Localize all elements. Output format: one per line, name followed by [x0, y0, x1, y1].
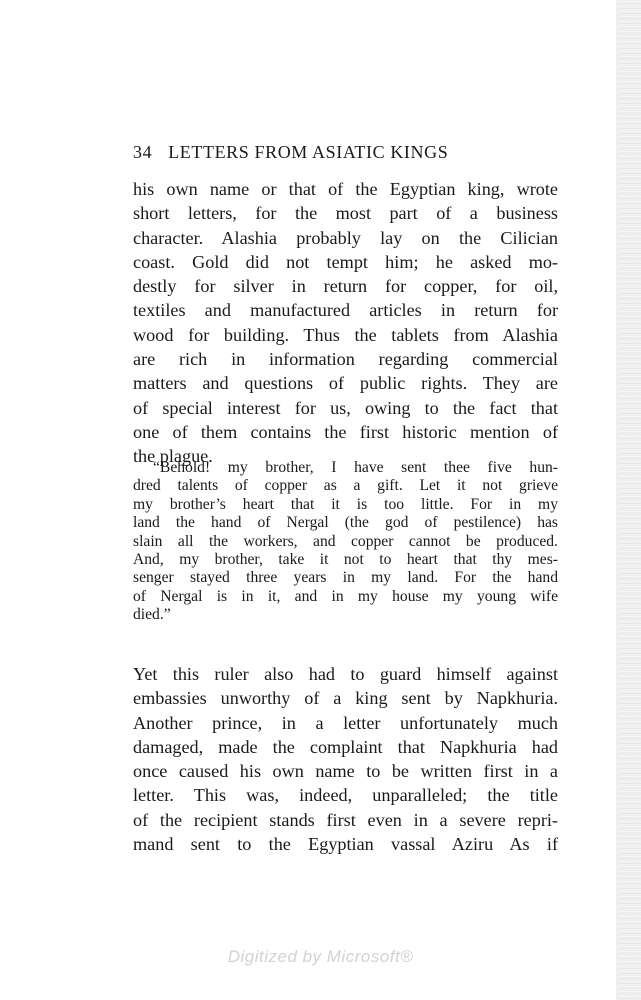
- text-line: destly for silver in return for copper, for oil,: [133, 276, 558, 297]
- quote-line: senger stayed three years in my land. For the hand: [133, 569, 558, 587]
- text-line: one of them contains the first historic mention of: [133, 421, 558, 442]
- text-line: matters and questions of public rights. They are: [133, 373, 558, 394]
- text-line: wood for building. Thus the tablets from Alashia: [133, 324, 558, 345]
- text-line: coast. Gold did not tempt him; he asked mo-: [133, 251, 558, 272]
- text-line: of special interest for us, owing to the fact that: [133, 397, 558, 418]
- text-line: textiles and manufactured articles in return for: [133, 300, 558, 321]
- paragraph-2: [133, 662, 558, 856]
- text-line: letter. This was, indeed, unparalleled; the title: [133, 785, 558, 806]
- text-line: of the recipient stands first even in a severe repri-: [133, 809, 558, 830]
- text-line: are rich in information regarding commercial: [133, 349, 558, 370]
- running-header: [133, 142, 448, 163]
- text-line: damaged, made the complaint that Napkhuria had: [133, 736, 558, 757]
- digitization-watermark: Digitized by Microsoft®: [227, 947, 414, 966]
- text-line: character. Alashia probably lay on the Cilician: [133, 227, 558, 248]
- text-line: once caused his own name to be written first in a: [133, 761, 558, 782]
- running-title: LETTERS FROM ASIATIC KINGS: [168, 142, 449, 162]
- quote-line: dred talents of copper as a gift. Let it not grieve: [133, 477, 558, 495]
- quote-line: my brother’s heart that it is too little. For in my: [133, 495, 558, 513]
- quote-line: And, my brother, take it not to heart that thy mes-: [133, 550, 558, 568]
- book-binding-edge: [619, 0, 641, 1000]
- quote-line: of Nergal is in it, and in my house my young wife: [133, 587, 558, 605]
- text-line: Yet this ruler also had to guard himself against: [133, 664, 558, 684]
- text-line: embassies unworthy of a king sent by Napkhuria.: [133, 688, 558, 709]
- paragraph-1: [133, 177, 558, 469]
- text-line: mand sent to the Egyptian vassal Aziru As if: [133, 834, 558, 855]
- quote-line: died.”: [133, 606, 171, 624]
- text-line: short letters, for the most part of a business: [133, 203, 558, 224]
- quote-line: “Behold! my brother, I have sent thee five hun-: [153, 459, 558, 476]
- text-line: Another prince, in a letter unfortunately much: [133, 712, 558, 733]
- quote-line: land the hand of Nergal (the god of pestilence) has: [133, 514, 558, 532]
- quote-line: slain all the workers, and copper cannot be produced.: [133, 532, 558, 550]
- page-number: 34: [133, 142, 153, 162]
- text-line: the plague.: [133, 446, 213, 467]
- block-quote: [133, 459, 558, 625]
- text-line: his own name or that of the Egyptian king, wrote: [133, 179, 558, 199]
